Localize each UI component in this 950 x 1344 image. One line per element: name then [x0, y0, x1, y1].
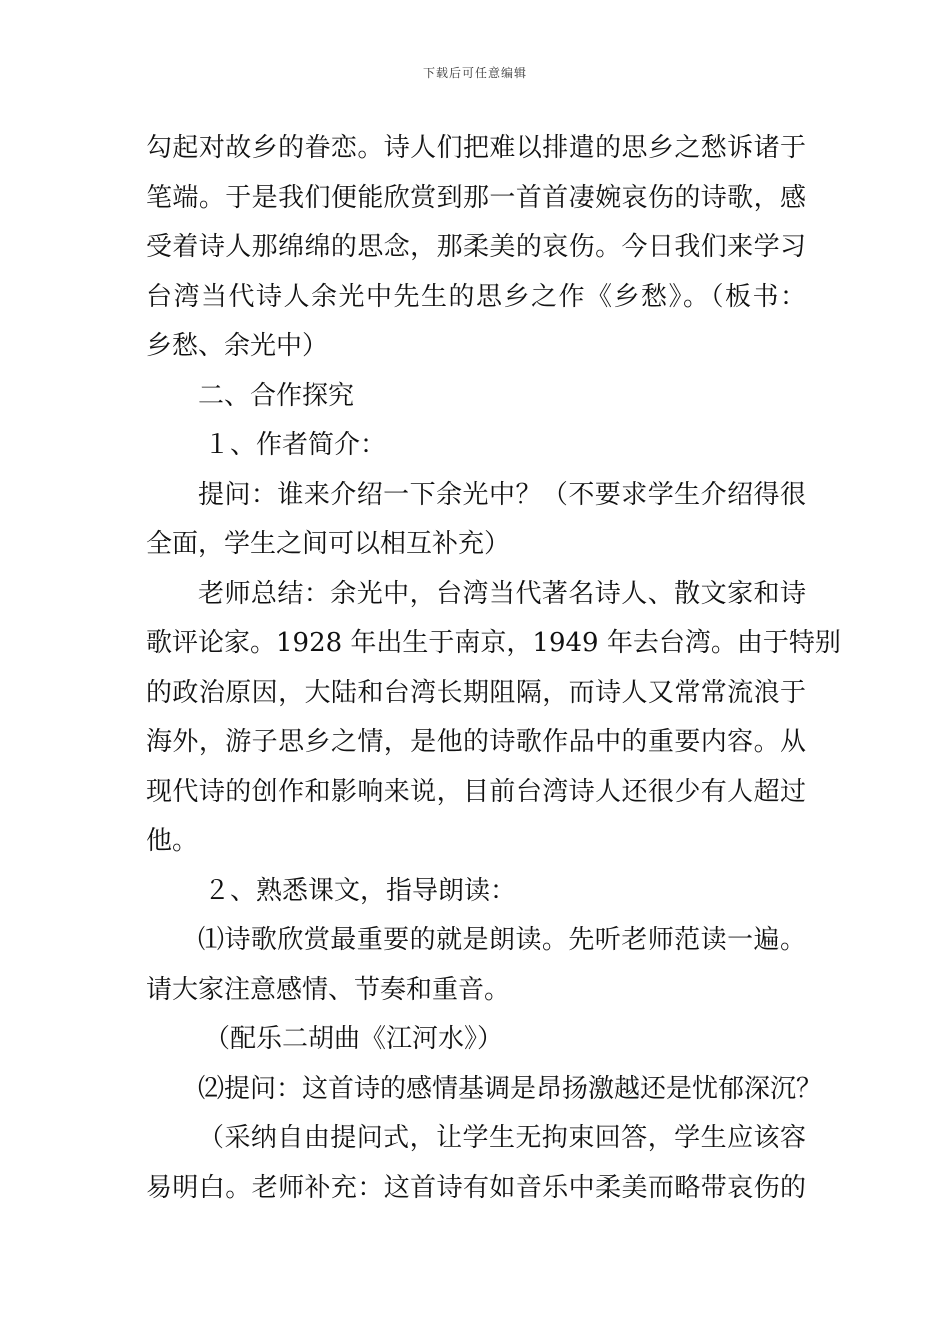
text-line: 笔端。于是我们便能欣赏到那一首首凄婉哀伤的诗歌，感: [146, 182, 806, 213]
text-line: 海外，游子思乡之情，是他的诗歌作品中的重要内容。从: [146, 727, 806, 757]
text-line: 易明白。老师补充：这首诗有如音乐中柔美而略带哀伤的: [146, 1172, 806, 1203]
text-line: 乡愁、余光中）: [146, 331, 329, 361]
text-line: 他。: [146, 826, 199, 856]
text-line: （配乐二胡曲《江河水》）: [204, 1024, 504, 1054]
text-line: ⑵提问：这首诗的感情基调是昂扬激越还是忧郁深沉？: [198, 1073, 823, 1104]
text-line: 请大家注意感情、节奏和重音。: [146, 974, 511, 1005]
text-line: 勾起对故乡的眷恋。诗人们把难以排遣的思乡之愁诉诸于: [146, 133, 806, 163]
text-line: 提问：谁来介绍一下余光中？（不要求学生介绍得很: [198, 479, 806, 510]
page-header: 下载后可任意编辑: [422, 66, 527, 80]
text-line: 台湾当代诗人余光中先生的思乡之作《乡愁》。（板书：: [146, 281, 806, 312]
text-line: （采纳自由提问式，让学生无拘束回答，学生应该容: [198, 1123, 806, 1153]
text-line: 歌评论家。1928 年出生于南京，1949 年去台湾。由于特别: [146, 628, 841, 658]
subsection-heading: ２、熟悉课文，指导朗读：: [204, 875, 517, 906]
text-line: ⑴诗歌欣赏最重要的就是朗读。先听老师范读一遍。: [198, 925, 806, 955]
text-line: 全面，学生之间可以相互补充）: [146, 529, 511, 559]
subsection-heading: １、作者简介：: [204, 430, 387, 460]
document-body: [146, 124, 841, 1213]
text-line: 受着诗人那绵绵的思念，那柔美的哀伤。今日我们来学习: [146, 232, 806, 262]
text-line: 现代诗的创作和影响来说，目前台湾诗人还很少有人超过: [146, 776, 806, 807]
section-heading: 二、合作探究: [198, 380, 355, 411]
text-line: 的政治原因，大陆和台湾长期阻隔，而诗人又常常流浪于: [146, 677, 806, 708]
text-line: 老师总结：余光中，台湾当代著名诗人、散文家和诗: [198, 578, 806, 609]
